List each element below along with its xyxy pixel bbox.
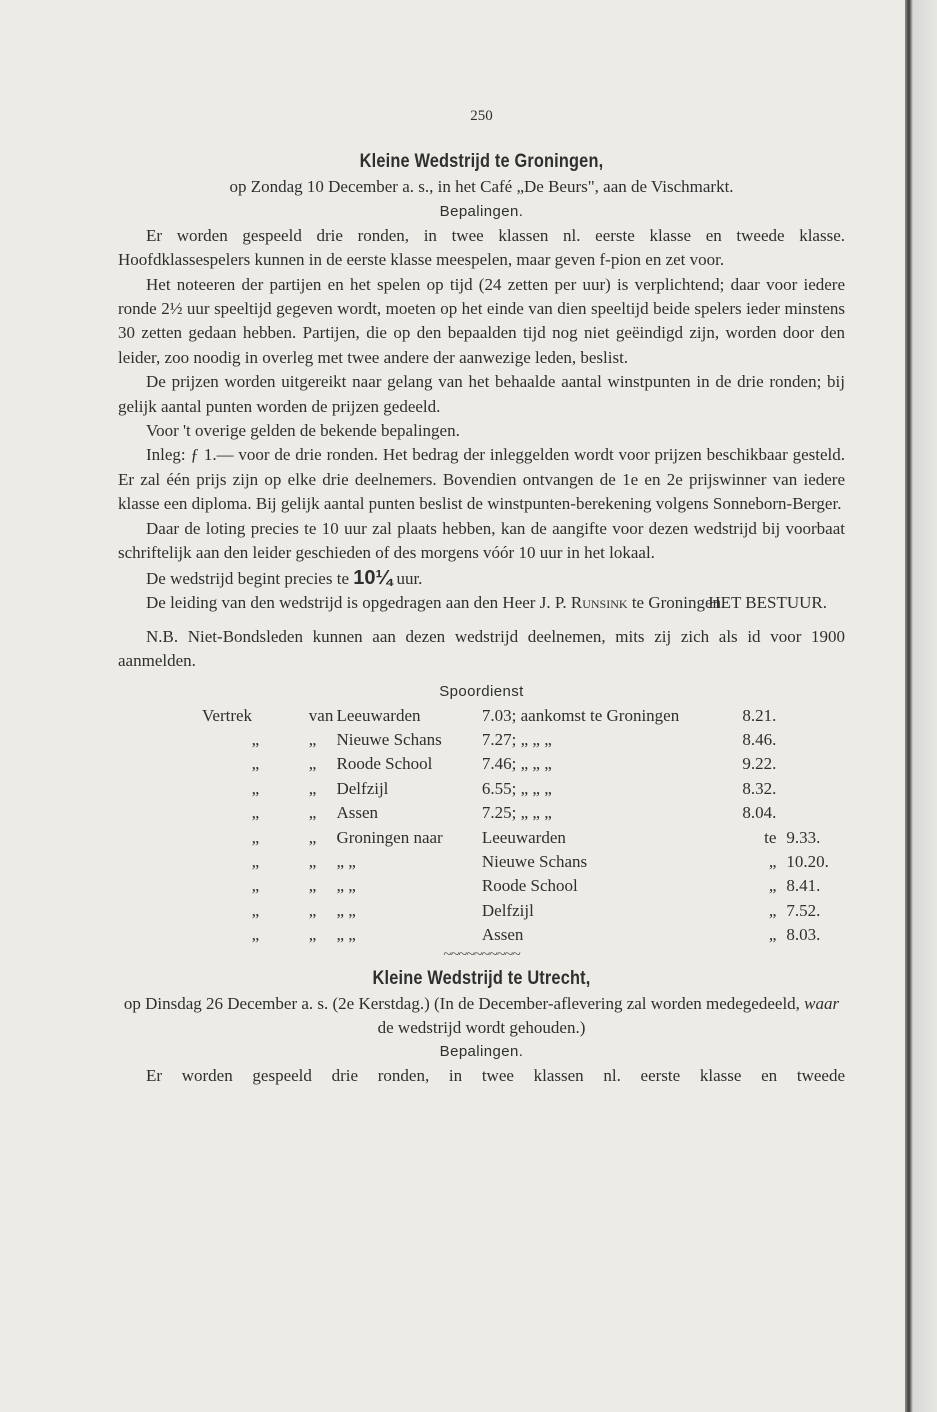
- paragraph-1: Er worden gespeeld drie ronden, in twee klassen nl. eerste klasse en tweede klasse. Hoofdklassespelers kunnen in de eerste klasse meespelen, maar geven f-pion en zet voor.: [118, 225, 845, 270]
- train-cell: Leeuwarden: [336, 705, 421, 725]
- train-cell: 7.52.: [786, 900, 821, 920]
- train-cell: 9.22.: [742, 754, 777, 774]
- article-subtitle-groningen: op Zondag 10 December a. s., in het Café „De Beurs", aan de Vischmarkt.: [229, 177, 734, 197]
- train-cell: [786, 728, 845, 752]
- train-cell: „: [251, 803, 260, 823]
- start-time-unit: uur.: [396, 568, 423, 588]
- train-schedule-heading: Spoordienst: [439, 682, 524, 700]
- train-row: [202, 850, 845, 874]
- train-cell: van: [308, 705, 334, 725]
- paragraph-5: Inleg: ƒ 1.— voor de drie ronden. Het bedrag der inleggelden wordt voor prijzen beschikbaar gesteld. Er zal één prijs zijn op elke drie deelnemers. Bovendien ontvangen de 1e en 2e prijswinner van iedere klasse een diploma. Bij gelijk aantal punten beslist de winstpunten-berekening volgens Sonneborn-Berger.: [118, 445, 845, 514]
- train-schedule-table: [202, 704, 845, 948]
- train-cell: Vertrek: [202, 705, 253, 725]
- train-cell: Groningen naar: [336, 827, 443, 847]
- utrecht-subtitle-part1: op Dinsdag 26 December a. s. (2e Kerstdag.) (In de December-aflevering zal worden medegedeeld,: [123, 993, 800, 1013]
- section-heading-bepalingen-utrecht: Bepalingen.: [439, 1043, 524, 1061]
- page-edge-binding: [905, 0, 937, 1412]
- train-cell: 8.21.: [742, 705, 777, 725]
- train-cell: „: [308, 827, 317, 847]
- train-row: [202, 826, 845, 850]
- train-cell: „: [251, 876, 260, 896]
- train-cell: „: [308, 851, 317, 871]
- train-row: [202, 899, 845, 923]
- train-cell: „: [308, 754, 317, 774]
- train-cell: Nieuwe Schans: [336, 729, 442, 749]
- train-cell: 8.32.: [742, 778, 777, 798]
- train-cell: „: [308, 925, 317, 945]
- train-cell: Roode School: [481, 876, 578, 896]
- train-cell: Nieuwe Schans: [481, 851, 588, 871]
- train-cell: „: [251, 851, 260, 871]
- train-row: [202, 801, 845, 825]
- train-cell: „: [251, 754, 260, 774]
- train-schedule-body: [202, 704, 845, 948]
- train-cell: Assen: [481, 925, 524, 945]
- train-cell: „: [251, 900, 260, 920]
- train-cell: „: [768, 876, 777, 896]
- train-cell: [786, 801, 845, 825]
- train-cell: „: [251, 827, 260, 847]
- start-time-value: 10¼: [353, 566, 393, 589]
- train-cell: „: [768, 851, 777, 871]
- train-cell: Roode School: [336, 754, 433, 774]
- train-cell: 8.46.: [742, 729, 777, 749]
- train-row: [202, 923, 845, 947]
- train-cell: „: [308, 778, 317, 798]
- train-cell: Leeuwarden: [481, 827, 566, 847]
- train-cell: [786, 704, 845, 728]
- train-cell: 9.33.: [786, 827, 821, 847]
- section-heading-bepalingen: Bepalingen.: [439, 202, 524, 220]
- train-cell: 7.03; aankomst te Groningen: [481, 705, 680, 725]
- article-title-groningen: Kleine Wedstrijd te Groningen,: [359, 151, 604, 173]
- train-cell: „: [251, 925, 260, 945]
- train-row: [202, 728, 845, 752]
- train-cell: „: [308, 803, 317, 823]
- train-cell: „ „: [336, 900, 356, 920]
- utrecht-subtitle-part2: de wedstrijd wordt gehouden.): [377, 1018, 586, 1037]
- paragraph-4: Voor 't overige gelden de bekende bepalingen.: [146, 421, 460, 441]
- train-cell: [786, 777, 845, 801]
- train-cell: „: [768, 900, 777, 920]
- article-utrecht: [118, 966, 845, 1089]
- train-cell: Delfzijl: [481, 900, 534, 920]
- page-number: 250: [470, 108, 493, 124]
- start-time-line: [118, 566, 845, 591]
- nb-note: N.B. Niet-Bondsleden kunnen aan dezen wedstrijd deelnemen, mits zij zich als id voor 1900 aanmelden.: [118, 626, 845, 671]
- train-cell: Assen: [336, 803, 379, 823]
- train-cell: 7.46; „ „ „: [481, 754, 552, 774]
- train-cell: te: [764, 827, 777, 847]
- page-content: [118, 104, 845, 1089]
- train-cell: Delfzijl: [336, 778, 389, 798]
- train-cell: „ „: [336, 851, 356, 871]
- ornament-divider: ~~~~~~~~~~: [443, 945, 520, 963]
- train-cell: „: [308, 876, 317, 896]
- leader-place: te Groningen.: [631, 592, 726, 612]
- train-cell: 6.55; „ „ „: [481, 778, 552, 798]
- train-cell: „ „: [336, 925, 356, 945]
- train-cell: 8.03.: [786, 925, 821, 945]
- utrecht-subtitle-emph: waar: [804, 993, 840, 1013]
- train-cell: 8.04.: [742, 803, 777, 823]
- paragraph-3: De prijzen worden uitgereikt naar gelang van het behaalde aantal winstpunten in de drie ronden; bij gelijk aantal punten worden de prijzen gedeeld.: [118, 372, 845, 416]
- train-cell: [786, 752, 845, 776]
- train-cell: „: [308, 729, 317, 749]
- train-cell: „ „: [336, 876, 356, 896]
- train-cell: 7.27; „ „ „: [481, 729, 552, 749]
- signature: HET BESTUUR.: [708, 593, 827, 613]
- train-cell: 10.20.: [786, 851, 829, 871]
- paragraph-2: Het noteeren der partijen en het spelen op tijd (24 zetten per uur) is verplichtend; daar voor iedere ronde 2½ uur speeltijd gegeven wordt, moeten op het einde van dien speeltijd beide spelers ieder minstens 30 zetten gedaan hebben. Partijen, die op den bepaalden tijd nog niet geëindigd zijn, worden door den leider, zoo noodig in overleg met twee andere der aanwezige leden, beslist.: [118, 274, 845, 367]
- start-time-text: De wedstrijd begint precies te: [146, 568, 349, 588]
- leader-name: Runsink: [570, 592, 628, 612]
- train-row: [202, 874, 845, 898]
- train-row: [202, 704, 845, 728]
- train-row: [202, 752, 845, 776]
- article-title-utrecht: Kleine Wedstrijd te Utrecht,: [372, 967, 591, 989]
- train-cell: „: [308, 900, 317, 920]
- train-cell: „: [251, 729, 260, 749]
- train-cell: „: [768, 925, 777, 945]
- paragraph-6: Daar de loting precies te 10 uur zal plaats hebben, kan de aangifte voor dezen wedstrijd bij voorbaat schriftelijk aan den leider geschieden of des morgens vóór 10 uur in het lokaal.: [118, 518, 845, 563]
- train-cell: „: [251, 778, 260, 798]
- train-cell: 7.25; „ „ „: [481, 803, 552, 823]
- train-cell: 8.41.: [786, 876, 821, 896]
- train-row: [202, 777, 845, 801]
- utrecht-first-line: Er worden gespeeld drie ronden, in twee klassen nl. eerste klasse en tweede: [146, 1066, 845, 1086]
- article-subtitle-utrecht: [118, 992, 845, 1041]
- leader-text: De leiding van den wedstrijd is opgedragen aan den Heer J. P.: [146, 592, 567, 612]
